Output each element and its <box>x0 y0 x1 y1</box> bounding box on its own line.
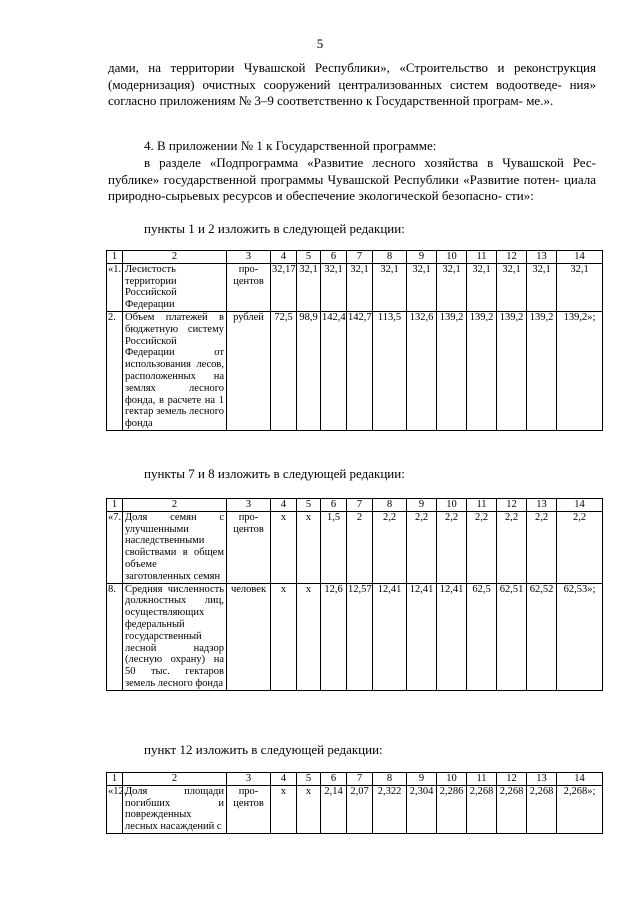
row-number: «7. <box>107 511 123 583</box>
section-line: в разделе «Подпрограмма «Развитие лесного хозяйства в Чувашской Рес- <box>144 155 596 170</box>
unit-of-measure: про-центов <box>227 511 271 583</box>
value-cell: 2,304 <box>407 785 437 833</box>
column-header: 11 <box>467 773 497 786</box>
value-cell: 2,2 <box>527 511 557 583</box>
column-header: 3 <box>227 251 271 264</box>
page-number: 5 <box>316 36 324 51</box>
value-cell: 139,2 <box>437 311 467 430</box>
value-cell: 2,268 <box>467 785 497 833</box>
column-header: 11 <box>467 251 497 264</box>
value-cell: 2,268»; <box>557 785 603 833</box>
value-cell: 12,41 <box>437 583 467 690</box>
value-cell: х <box>297 511 321 583</box>
value-cell: 62,53»; <box>557 583 603 690</box>
column-header: 11 <box>467 499 497 512</box>
value-cell: х <box>297 785 321 833</box>
instruction-points-7-8: пункты 7 и 8 изложить в следующей редакции: <box>144 466 405 481</box>
indicator-name: Средняя численность должностных лиц, осуществляющих федеральный государственный лесной надзор (лесную охрану) на 50 тыс. гектаров земель лесного фонда <box>123 583 227 690</box>
column-header: 5 <box>297 499 321 512</box>
value-cell: 32,1 <box>557 263 603 311</box>
table-header-row <box>107 499 603 512</box>
column-header: 12 <box>497 499 527 512</box>
value-cell: 32,1 <box>437 263 467 311</box>
value-cell: 32,1 <box>497 263 527 311</box>
column-header: 6 <box>321 251 347 264</box>
value-cell: 32,1 <box>527 263 557 311</box>
column-header: 13 <box>527 499 557 512</box>
value-cell: 32,17 <box>271 263 297 311</box>
table-points-7-8 <box>106 498 603 691</box>
value-cell: 139,2 <box>497 311 527 430</box>
value-cell: 12,41 <box>407 583 437 690</box>
value-cell: 62,52 <box>527 583 557 690</box>
row-number: 2. <box>107 311 123 430</box>
intro-paragraph <box>108 60 596 110</box>
value-cell: х <box>271 785 297 833</box>
column-header: 1 <box>107 773 123 786</box>
column-header: 14 <box>557 773 603 786</box>
value-cell: 12,57 <box>347 583 373 690</box>
value-cell: 32,1 <box>373 263 407 311</box>
value-cell: х <box>271 583 297 690</box>
column-header: 13 <box>527 251 557 264</box>
column-header: 4 <box>271 499 297 512</box>
value-cell: 62,5 <box>467 583 497 690</box>
column-header: 4 <box>271 251 297 264</box>
value-cell: 2,2 <box>557 511 603 583</box>
section-line: циала природно-сырьевых ресурсов и обеспечение экологической безопасно- <box>108 171 596 203</box>
value-cell: 139,2»; <box>557 311 603 430</box>
column-header: 1 <box>107 251 123 264</box>
column-header: 6 <box>321 773 347 786</box>
value-cell: 2,2 <box>467 511 497 583</box>
column-header: 3 <box>227 773 271 786</box>
column-header: 14 <box>557 251 603 264</box>
unit-of-measure: про-центов <box>227 263 271 311</box>
column-header: 3 <box>227 499 271 512</box>
value-cell: 139,2 <box>527 311 557 430</box>
unit-of-measure: про-центов <box>227 785 271 833</box>
column-header: 12 <box>497 773 527 786</box>
table-header-row <box>107 773 603 786</box>
column-header: 2 <box>123 773 227 786</box>
table-row <box>107 785 603 833</box>
column-header: 13 <box>527 773 557 786</box>
column-header: 10 <box>437 499 467 512</box>
value-cell: 2,14 <box>321 785 347 833</box>
value-cell: 2,2 <box>373 511 407 583</box>
value-cell: 2,286 <box>437 785 467 833</box>
column-header: 9 <box>407 251 437 264</box>
column-header: 2 <box>123 251 227 264</box>
value-cell: 98,9 <box>297 311 321 430</box>
column-header: 8 <box>373 773 407 786</box>
value-cell: 2,268 <box>497 785 527 833</box>
value-cell: 12,6 <box>321 583 347 690</box>
row-number: «1. <box>107 263 123 311</box>
unit-of-measure: рублей <box>227 311 271 430</box>
column-header: 5 <box>297 773 321 786</box>
indicator-name: Лесистость территории Российской Федерации <box>123 263 227 311</box>
value-cell: 12,41 <box>373 583 407 690</box>
column-header: 7 <box>347 499 373 512</box>
section-line: сти»: <box>505 188 534 203</box>
value-cell: 32,1 <box>321 263 347 311</box>
value-cell: 113,5 <box>373 311 407 430</box>
value-cell: 132,6 <box>407 311 437 430</box>
instruction-point-12: пункт 12 изложить в следующей редакции: <box>144 742 383 757</box>
value-cell: 139,2 <box>467 311 497 430</box>
value-cell: 32,1 <box>407 263 437 311</box>
column-header: 4 <box>271 773 297 786</box>
value-cell: 2,2 <box>407 511 437 583</box>
table-row <box>107 583 603 690</box>
intro-line: дами, на территории Чувашской Республики», «Строительство и реконструкция <box>108 60 596 75</box>
table-row <box>107 511 603 583</box>
column-header: 10 <box>437 251 467 264</box>
table-point-12 <box>106 772 603 834</box>
value-cell: 1,5 <box>321 511 347 583</box>
value-cell: 142,7 <box>347 311 373 430</box>
column-header: 1 <box>107 499 123 512</box>
value-cell: 2 <box>347 511 373 583</box>
value-cell: 32,1 <box>467 263 497 311</box>
value-cell: 32,1 <box>347 263 373 311</box>
intro-line: ме.». <box>526 93 554 108</box>
value-cell: 2,2 <box>437 511 467 583</box>
value-cell: х <box>271 511 297 583</box>
table-row <box>107 263 603 311</box>
row-number: 8. <box>107 583 123 690</box>
section-line: публике» государственной программы Чувашской Республики «Развитие потен- <box>108 171 560 187</box>
column-header: 9 <box>407 773 437 786</box>
column-header: 10 <box>437 773 467 786</box>
row-number: «12. <box>107 785 123 833</box>
column-header: 6 <box>321 499 347 512</box>
indicator-name: Объем платежей в бюджетную систему Российской Федерации от использования лесов, расположенных на землях лесного фонда, в расчете на 1 гектар земель лесного фонда <box>123 311 227 430</box>
column-header: 7 <box>347 251 373 264</box>
column-header: 8 <box>373 251 407 264</box>
item-4-heading: 4. В приложении № 1 к Государственной программе: <box>144 138 437 153</box>
unit-of-measure: человек <box>227 583 271 690</box>
intro-line: ния» согласно приложениям № 3–9 соответственно к Государственной програм- <box>108 76 596 108</box>
value-cell: х <box>297 583 321 690</box>
value-cell: 62,51 <box>497 583 527 690</box>
column-header: 2 <box>123 499 227 512</box>
value-cell: 142,4 <box>321 311 347 430</box>
value-cell: 32,1 <box>297 263 321 311</box>
table-row <box>107 311 603 430</box>
value-cell: 2,322 <box>373 785 407 833</box>
value-cell: 2,2 <box>497 511 527 583</box>
instruction-points-1-2: пункты 1 и 2 изложить в следующей редакции: <box>144 221 405 236</box>
intro-line: (модернизация) очистных сооружений централизованных систем водоотведе- <box>108 76 562 92</box>
column-header: 8 <box>373 499 407 512</box>
value-cell: 72,5 <box>271 311 297 430</box>
value-cell: 2,07 <box>347 785 373 833</box>
table-header-row <box>107 251 603 264</box>
column-header: 5 <box>297 251 321 264</box>
column-header: 12 <box>497 251 527 264</box>
indicator-name: Доля семян с улучшенными наследственными свойствами в общем объеме заготовленных семян <box>123 511 227 583</box>
table-points-1-2 <box>106 250 603 431</box>
column-header: 7 <box>347 773 373 786</box>
value-cell: 2,268 <box>527 785 557 833</box>
column-header: 9 <box>407 499 437 512</box>
indicator-name: Доля площади погибших и поврежденных лесных насаждений с <box>123 785 227 833</box>
section-paragraph <box>108 155 596 205</box>
column-header: 14 <box>557 499 603 512</box>
